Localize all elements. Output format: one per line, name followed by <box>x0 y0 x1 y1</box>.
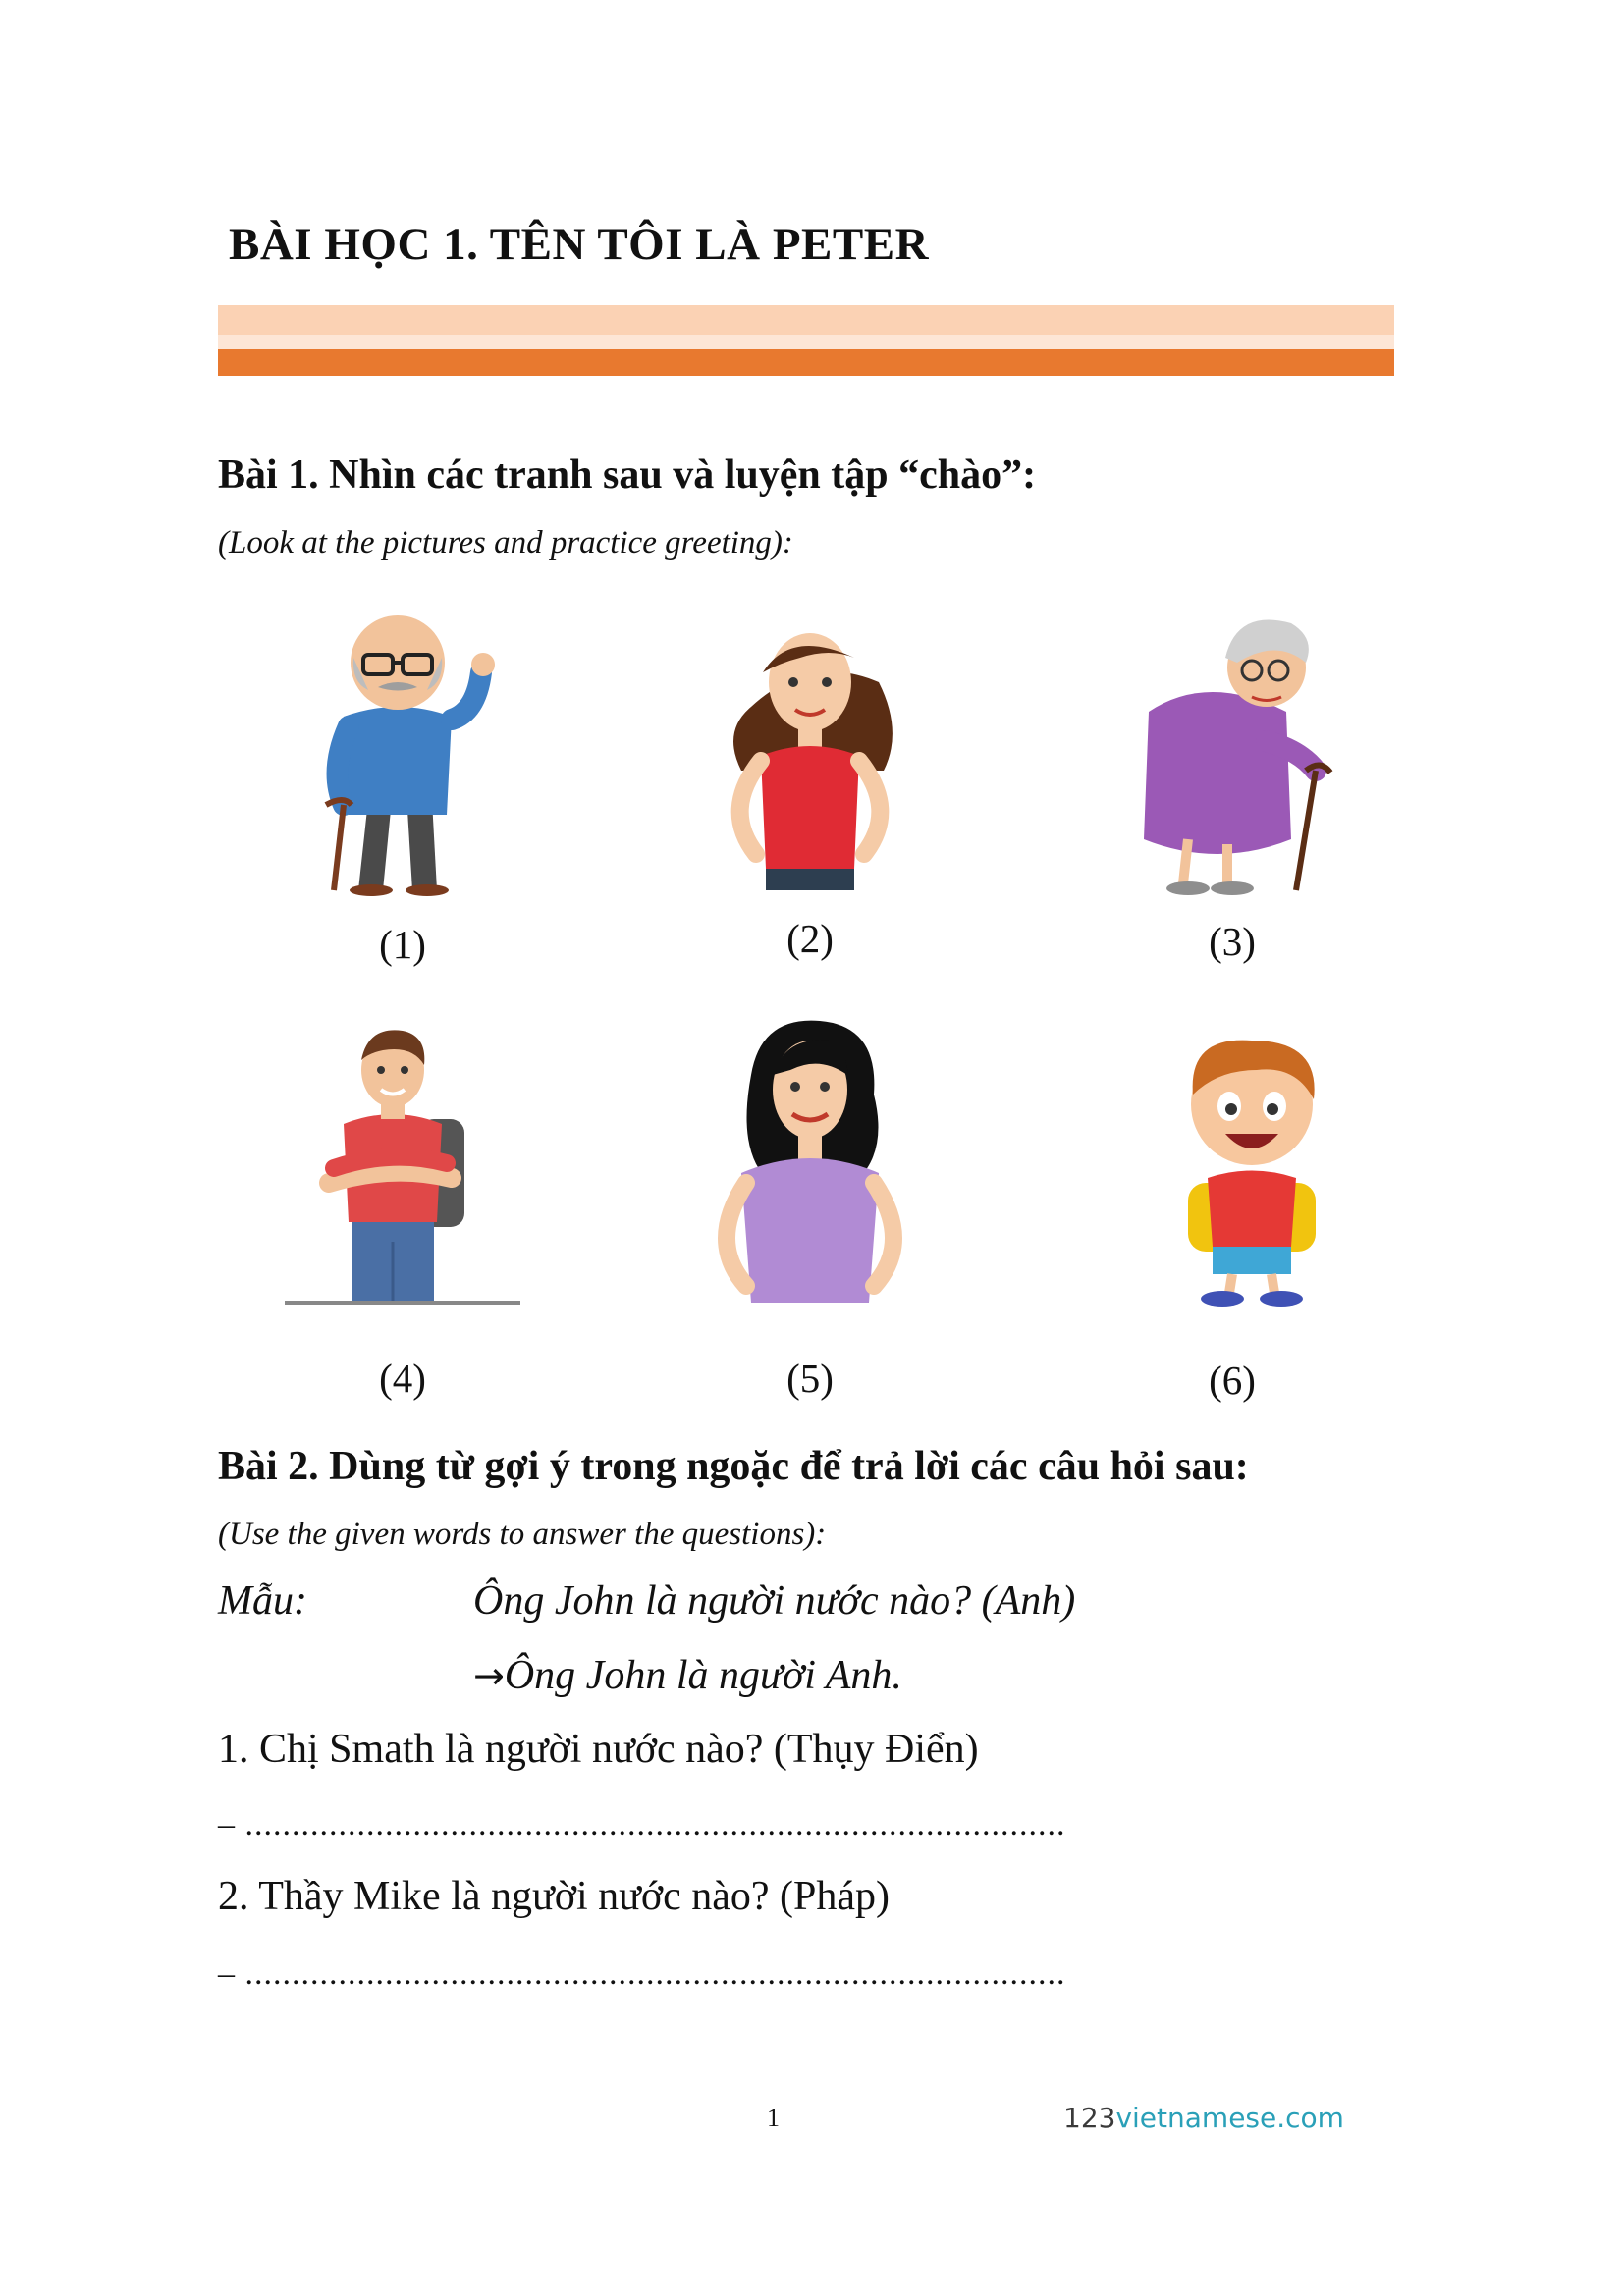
site-url[interactable] <box>1063 2102 1344 2134</box>
figure-3-label: (3) <box>1209 919 1256 964</box>
young-woman-icon <box>682 604 938 898</box>
header-band-light <box>218 305 1394 335</box>
question-1: 1. Chị Smath là người nước nào? (Thụy Điển) <box>218 1727 979 1772</box>
old-woman-with-cane-icon <box>1119 604 1375 898</box>
lesson-title: BÀI HỌC 1. TÊN TÔI LÀ PETER <box>229 219 930 270</box>
boy-with-backpack-icon <box>1119 1016 1375 1310</box>
site-accent: vietnamese <box>1115 2102 1277 2134</box>
header-band-dark <box>218 349 1394 376</box>
woman-with-long-hair-icon <box>682 1016 938 1310</box>
example-question: Ông John là người nước nào? (Anh) <box>473 1578 1076 1624</box>
young-man-with-backpack-icon <box>275 1016 530 1310</box>
example-answer-row <box>473 1652 902 1699</box>
exercise2-heading: Bài 2. Dùng từ gợi ý trong ngoặc để trả lời các câu hỏi sau: <box>218 1444 1249 1489</box>
figure-4-label: (4) <box>379 1356 426 1401</box>
exercise1-subtitle: (Look at the pictures and practice greeting): <box>218 525 793 561</box>
arrow-icon: → <box>473 1654 505 1697</box>
exercise1-heading: Bài 1. Nhìn các tranh sau và luyện tập “chào”: <box>218 453 1037 498</box>
figure-1-label: (1) <box>379 922 426 967</box>
answer-dash: – <box>218 1806 236 1842</box>
answer-dots: ........................................................................................ <box>244 1955 1066 1992</box>
example-answer: Ông John là người Anh. <box>504 1653 902 1698</box>
question-2: 2. Thầy Mike là người nước nào? (Pháp) <box>218 1874 891 1919</box>
figure-6-label: (6) <box>1209 1358 1256 1403</box>
old-man-with-cane-icon <box>275 604 530 898</box>
page-number: 1 <box>767 2104 780 2132</box>
answer-line-2[interactable] <box>218 1955 1066 1993</box>
figure-2-label: (2) <box>786 916 834 961</box>
figure-5-label: (5) <box>786 1356 834 1401</box>
answer-line-1[interactable] <box>218 1806 1066 1843</box>
site-prefix: 123 <box>1063 2102 1116 2134</box>
example-label: Mẫu: <box>218 1578 307 1624</box>
header-band-mid <box>218 335 1394 349</box>
site-suffix: .com <box>1276 2102 1344 2134</box>
exercise2-subtitle: (Use the given words to answer the questions): <box>218 1517 827 1552</box>
answer-dash: – <box>218 1955 236 1992</box>
answer-dots: ........................................................................................ <box>244 1806 1066 1842</box>
